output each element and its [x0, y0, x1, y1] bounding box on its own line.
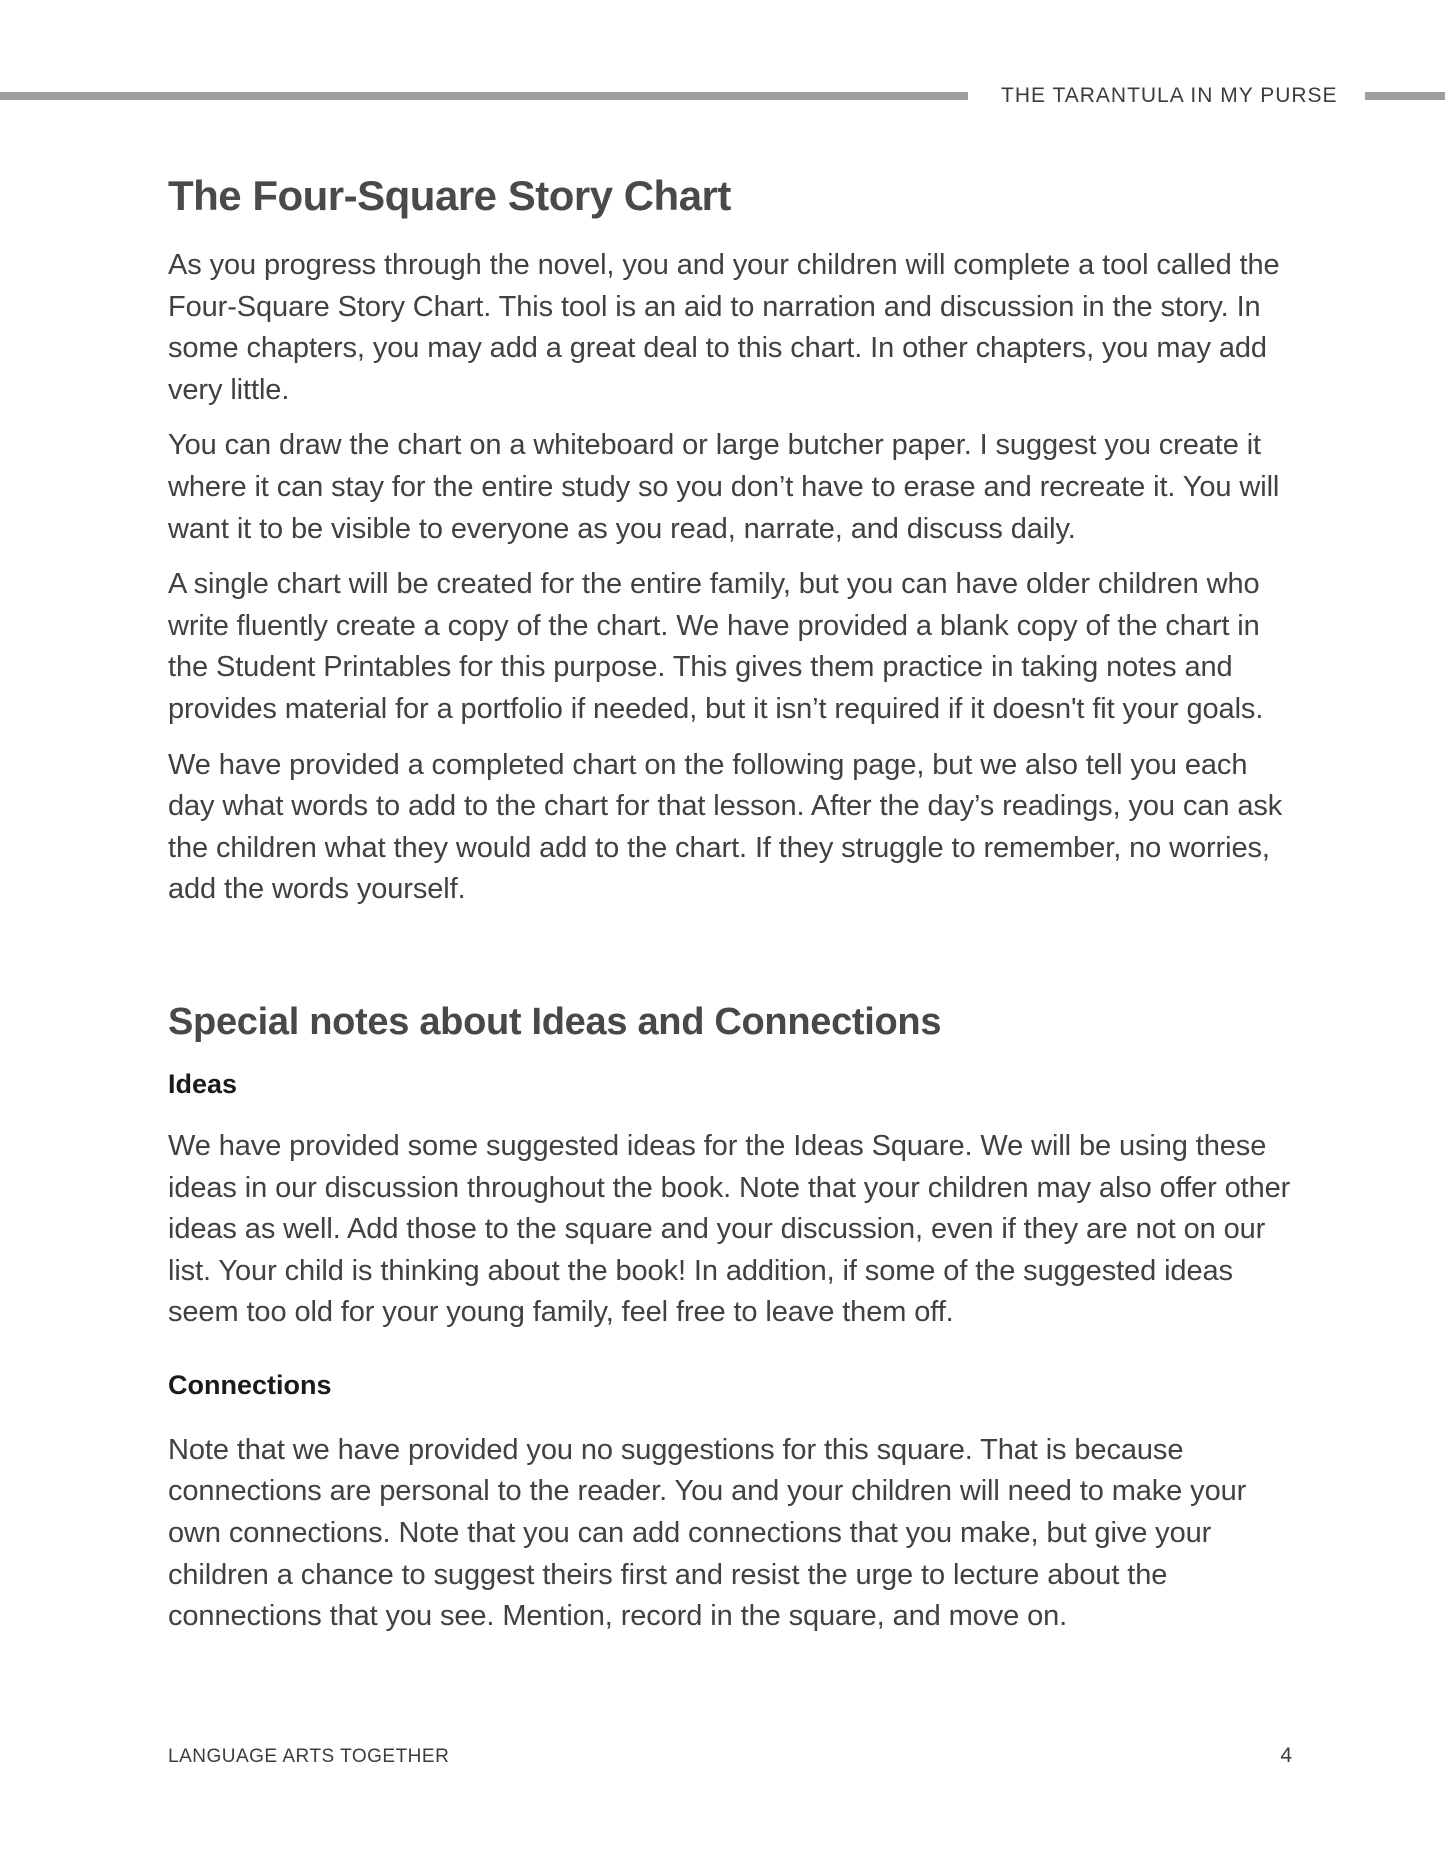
connections-paragraph: Note that we have provided you no suggestions for this square. That is because connections are personal to the reader. You and your children will need to make your own connections. Note that you can add connections that you make, but give your children a chance to suggest theirs first and resist the urge to lecture about the connections that you see. Mention, record in the square, and move on. — [168, 1433, 1247, 1633]
page-footer — [168, 1744, 1292, 1768]
header-rule-left — [0, 92, 968, 100]
intro-paragraph-4: We have provided a completed chart on the following page, but we also tell you each day what words to add to the chart for that lesson. After the day’s readings, you can ask the children what they would add to the chart. If they struggle to remember, no worries, add the words yourself. — [168, 748, 1283, 906]
running-header — [0, 82, 1445, 110]
intro-paragraph-3: A single chart will be created for the entire family, but you can have older children who write fluently create a copy of the chart. We have provided a blank copy of the chart in the Student Printables for this purpose. This gives them practice in taking notes and provides material for a portfolio if needed, but it isn’t required if it doesn't fit your goals. — [168, 568, 1264, 725]
intro-paragraph-1: As you progress through the novel, you and your children will complete a tool called the Four-Square Story Chart. This tool is an aid to narration and discussion in the story. In some chapters, you may add a great deal to this chart. In other chapters, you may add very little. — [168, 249, 1280, 406]
page-title: The Four-Square Story Chart — [168, 172, 731, 219]
footer-book-series-label: LANGUAGE ARTS TOGETHER — [168, 1746, 450, 1767]
page-content — [168, 171, 1292, 1652]
footer-page-number: 4 — [1280, 1744, 1292, 1767]
intro-paragraph-2: You can draw the chart on a whiteboard or large butcher paper. I suggest you create it where it can stay for the entire study so you don’t have to erase and recreate it. You will want it to be visible to everyone as you read, narrate, and discuss daily. — [168, 429, 1280, 545]
header-rule-right — [1365, 92, 1445, 100]
section-heading-special-notes: Special notes about Ideas and Connections — [168, 1000, 942, 1043]
subheading-ideas: Ideas — [168, 1068, 238, 1099]
ideas-paragraph: We have provided some suggested ideas for the Ideas Square. We will be using these ideas in our discussion throughout the book. Note that your children may also offer other ideas as well. Add those to the square and your discussion, even if they are not on our list. Your child is thinking about the book! In addition, if some of the suggested ideas seem too old for your young family, feel free to leave them off. — [168, 1129, 1291, 1329]
running-header-title: THE TARANTULA IN MY PURSE — [1001, 84, 1338, 107]
subheading-connections: Connections — [168, 1369, 332, 1400]
